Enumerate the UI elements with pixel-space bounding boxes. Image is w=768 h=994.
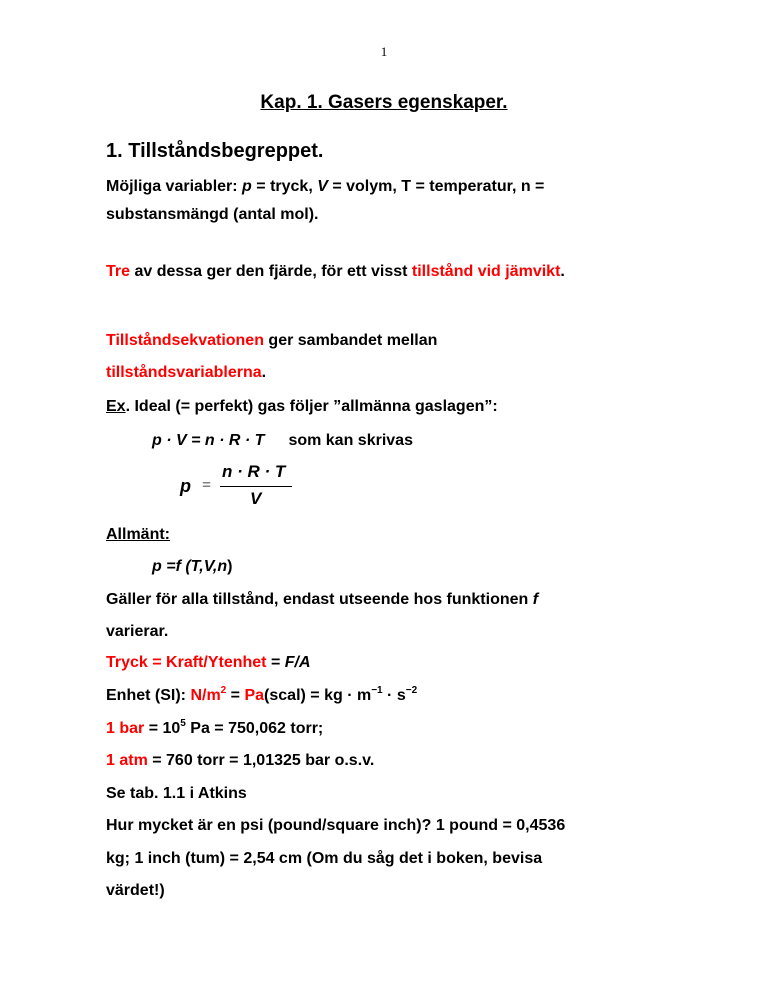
function-equation [152, 558, 232, 576]
text-line: värdet!) [106, 882, 165, 899]
highlight: 1 bar [106, 720, 145, 737]
text-line [106, 591, 538, 609]
text-line-state-eq [106, 332, 437, 350]
text: Enhet (SI): [106, 687, 191, 704]
text: T,V,n [190, 558, 228, 575]
text-line-state-vars [106, 364, 266, 382]
ex-label: Ex [106, 398, 126, 415]
highlight: Tillståndsekvationen [106, 332, 264, 349]
text: som kan skrivas [288, 432, 413, 449]
symbol-p: p [242, 178, 252, 195]
superscript: −2 [405, 685, 418, 696]
highlight: 1 atm [106, 752, 148, 769]
text-line-three [106, 263, 565, 281]
text: = volym, T = temperatur, n = [327, 178, 545, 195]
highlight: Tre [106, 263, 131, 280]
text-line: substansmängd (antal mol). [106, 206, 319, 223]
bar-line [106, 720, 323, 738]
frac-denominator: V [250, 489, 262, 508]
frac-lhs: p [180, 476, 191, 496]
equation: p · V = n · R · T [152, 432, 265, 449]
text: ger sambandet mellan [263, 332, 438, 349]
highlight: tillståndsvariablerna [106, 364, 262, 381]
text: ) [227, 558, 233, 575]
text-line: varierar. [106, 623, 169, 640]
highlight: tillstånd vid jämvikt [411, 263, 561, 280]
text: · s [382, 687, 406, 704]
text: (scal) = kg · m [264, 687, 372, 704]
text: = [226, 687, 245, 704]
general-heading: Allmänt: [106, 526, 170, 543]
highlight: N/m [190, 687, 221, 704]
fraction-equation [168, 462, 308, 512]
pressure-definition [106, 654, 311, 672]
chapter-title: Kap. 1. Gasers egenskaper. [260, 92, 508, 113]
highlight: Tryck = Kraft/Ytenhet [106, 654, 267, 671]
frac-numerator: n · R · T [222, 462, 286, 481]
text: = 760 torr = 1,01325 bar o.s.v. [147, 752, 375, 769]
ideal-gas-equation [152, 432, 413, 450]
text-line-example [106, 398, 498, 416]
superscript: 5 [180, 718, 186, 729]
text: av dessa ger den fjärde, för ett visst [130, 263, 412, 280]
symbol-v: V [317, 178, 328, 195]
text: Gäller för alla tillstånd, endast utseende hos funktionen [106, 591, 533, 608]
text: = [266, 654, 285, 671]
frac-equals: = [202, 477, 212, 494]
fraction-bar [220, 486, 292, 487]
text-line-variables [106, 178, 544, 196]
text: . [560, 263, 565, 280]
text-line: Hur mycket är en psi (pound/square inch)? 1 pound = 0,4536 [106, 817, 566, 834]
text: = 10 [144, 720, 181, 737]
text: p =f ( [152, 558, 191, 575]
superscript: 2 [220, 685, 227, 696]
text: F/A [284, 654, 311, 671]
text: = tryck, [251, 178, 318, 195]
text: . Ideal (= perfekt) gas följer ”allmänna gaslagen”: [125, 398, 498, 415]
text: Möjliga variabler: [106, 178, 243, 195]
text: Pa = 750,062 torr; [185, 720, 324, 737]
text-line: Se tab. 1.1 i Atkins [106, 785, 247, 802]
superscript: −1 [371, 685, 383, 696]
atm-line [106, 752, 374, 770]
si-unit-line [106, 687, 417, 705]
section-heading: 1. Tillståndsbegreppet. [106, 140, 324, 162]
text-line: kg; 1 inch (tum) = 2,54 cm (Om du såg det i boken, bevisa [106, 850, 543, 867]
highlight: Pa [244, 687, 265, 704]
symbol-f: f [532, 591, 539, 608]
text: . [261, 364, 267, 381]
page-number: 1 [380, 44, 388, 59]
